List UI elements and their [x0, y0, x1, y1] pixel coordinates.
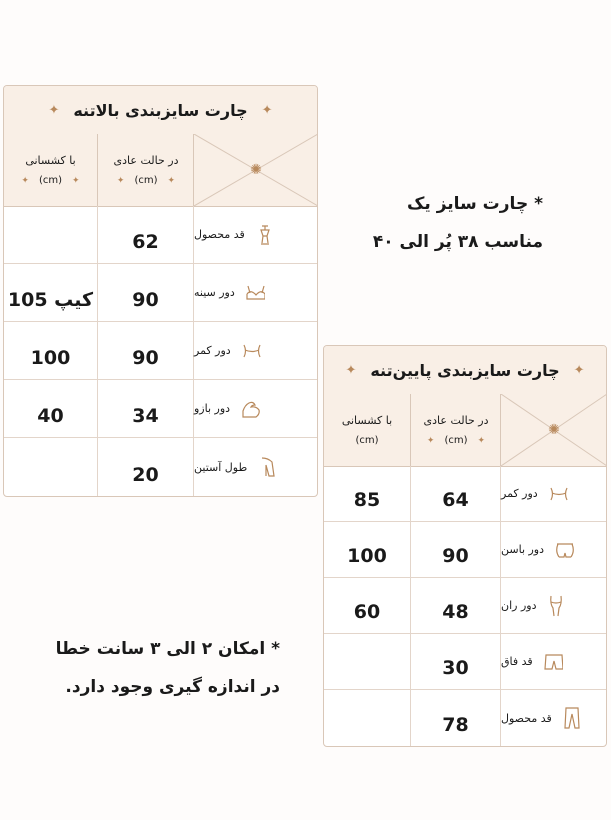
upper-row1-stretch	[4, 206, 97, 264]
sparkle-icon: ✦	[345, 362, 357, 378]
upper-row4-label: دور بازو	[193, 380, 317, 438]
upper-header-stretch: با کشسانی ✦ (cm) ✦	[4, 134, 97, 207]
upper-row2-stretch: 105 کیپ	[4, 264, 97, 322]
upper-row2-label: دور سینه	[193, 264, 317, 322]
bottom-note	[20, 630, 280, 706]
lower-header-stretch: با کشسانی (cm)	[324, 394, 410, 467]
waist-icon	[548, 482, 568, 506]
upper-row5-normal: 20	[97, 438, 193, 496]
bicep-icon	[240, 397, 260, 421]
lower-row1-stretch: 85	[324, 466, 410, 522]
bottom-note-line1: * امکان ۲ الی ۳ سانت خطا	[55, 639, 280, 659]
diagonal-cross-icon	[501, 394, 607, 466]
upper-row3-normal: 90	[97, 322, 193, 380]
hip-icon	[554, 538, 574, 562]
upper-chart-title: چارت سایزبندی بالاتنه	[73, 100, 248, 120]
lower-header-corner	[500, 394, 607, 467]
upper-row4-normal: 34	[97, 380, 193, 438]
sparkle-icon: ✦	[261, 102, 273, 118]
waist-icon	[241, 339, 261, 363]
upper-header-corner	[193, 134, 318, 207]
upper-row5-stretch	[4, 438, 97, 496]
upper-size-chart	[3, 85, 318, 497]
lower-row3-label: دور ران	[500, 578, 606, 634]
upper-row1-normal: 62	[97, 206, 193, 264]
svg-text:✺: ✺	[548, 422, 560, 438]
svg-text:✺: ✺	[250, 162, 262, 178]
upper-header-normal: در حالت عادی ✦ (cm) ✦	[97, 134, 194, 207]
lower-row4-stretch	[324, 634, 410, 690]
lower-row5-stretch	[324, 690, 410, 746]
diagonal-cross-icon	[194, 134, 318, 206]
upper-row3-label: دور کمر	[193, 322, 317, 380]
sparkle-icon: ✦	[573, 362, 585, 378]
lower-row4-label: قد فاق	[500, 634, 606, 690]
lower-chart-title-bar	[324, 346, 606, 395]
thigh-icon	[546, 594, 566, 618]
lower-row1-label: دور کمر	[500, 466, 606, 522]
upper-row2-normal: 90	[97, 264, 193, 322]
sleeve-icon	[257, 455, 277, 479]
lower-row3-stretch: 60	[324, 578, 410, 634]
dress-form-icon	[255, 223, 275, 247]
shorts-icon	[543, 650, 563, 674]
top-note-line1: * چارت سایز یک	[407, 194, 543, 214]
top-note	[323, 185, 543, 261]
lower-row2-normal: 90	[410, 522, 500, 578]
upper-chart-title-bar	[4, 86, 317, 135]
upper-row3-stretch: 100	[4, 322, 97, 380]
lower-chart-title: چارت سایزبندی پایین‌تنه	[370, 360, 560, 380]
top-note-line2: مناسب ۳۸ پُر الی ۴۰	[372, 232, 543, 252]
bottom-note-line2: در اندازه گیری وجود دارد.	[65, 677, 280, 697]
lower-header-normal: در حالت عادی ✦ (cm) ✦	[410, 394, 501, 467]
upper-row1-label: قد محصول	[193, 206, 317, 264]
upper-row5-label: طول آستین	[193, 438, 317, 496]
lower-row5-label: قد محصول	[500, 690, 606, 746]
lower-row2-label: دور باسن	[500, 522, 606, 578]
lower-row4-normal: 30	[410, 634, 500, 690]
upper-row4-stretch: 40	[4, 380, 97, 438]
lower-row1-normal: 64	[410, 466, 500, 522]
lower-size-chart	[323, 345, 607, 747]
lower-row5-normal: 78	[410, 690, 500, 746]
lower-row2-stretch: 100	[324, 522, 410, 578]
sparkle-icon: ✦	[48, 102, 60, 118]
lower-row3-normal: 48	[410, 578, 500, 634]
pants-icon	[562, 706, 582, 730]
bra-icon	[245, 281, 265, 305]
